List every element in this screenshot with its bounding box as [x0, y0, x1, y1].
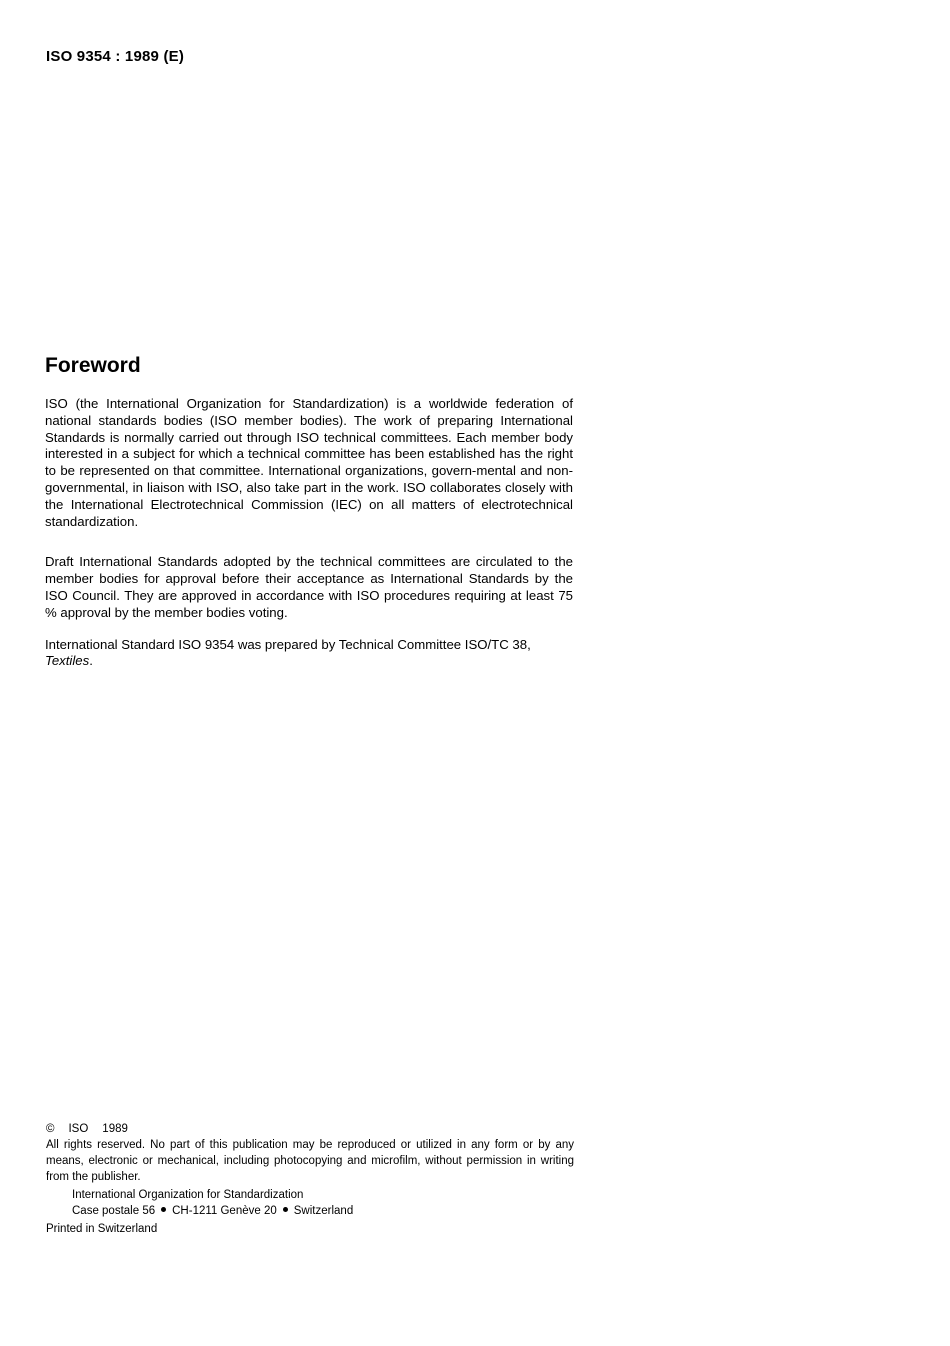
foreword-paragraph-3	[45, 637, 573, 671]
org-name: International Organization for Standardization	[72, 1189, 304, 1201]
address-postbox: Case postale 56	[72, 1205, 156, 1217]
committee-suffix: .	[89, 653, 93, 669]
copyright-line	[46, 1121, 574, 1137]
address-line	[72, 1203, 574, 1219]
copyright-org: ISO	[68, 1123, 89, 1135]
bullet-icon	[283, 1207, 288, 1212]
copyright-year: 1989	[102, 1123, 128, 1135]
document-header: ISO 9354 : 1989 (E)	[46, 48, 185, 65]
address-city: CH-1211 Genève 20	[172, 1205, 277, 1217]
foreword-section	[45, 352, 573, 686]
section-title: Foreword	[45, 354, 141, 377]
copyright-footer	[46, 1121, 574, 1237]
foreword-paragraph-1: ISO (the International Organization for Standardization) is a worldwide federation of national standards bodies (ISO member bodies). The work of preparing International Standards is normally carried out through ISO technical committees. Each member body interested in a subject for which a technical committee has been established has the right to be represented on that committee. International organizations, govern-mental and non-governmental, in liaison with ISO, also take part in the work. ISO collaborates closely with the International Electrotechnical Commission (IEC) on all matters of electrotechnical standardization.	[45, 396, 573, 529]
foreword-paragraph-2: Draft International Standards adopted by the technical committees are circulated to the member bodies for approval before their acceptance as International Standards by the ISO Council. They are approved in accordance with ISO procedures requiring at least 75 % approval by the member bodies voting.	[45, 554, 573, 620]
committee-name: Textiles	[45, 653, 90, 669]
printed-in: Printed in Switzerland	[46, 1223, 158, 1235]
prepared-by-text: International Standard ISO 9354 was prepared by Technical Committee ISO/TC 38,	[45, 636, 531, 652]
publisher-address	[46, 1187, 574, 1219]
bullet-icon	[161, 1207, 166, 1212]
copyright-icon: ©	[46, 1123, 55, 1135]
rights-statement: All rights reserved. No part of this publication may be reproduced or utilized in any form or by any means, electronic or mechanical, including photocopying and microfilm, without permission in writing from the publisher.	[46, 1139, 574, 1183]
address-country: Switzerland	[293, 1205, 354, 1217]
